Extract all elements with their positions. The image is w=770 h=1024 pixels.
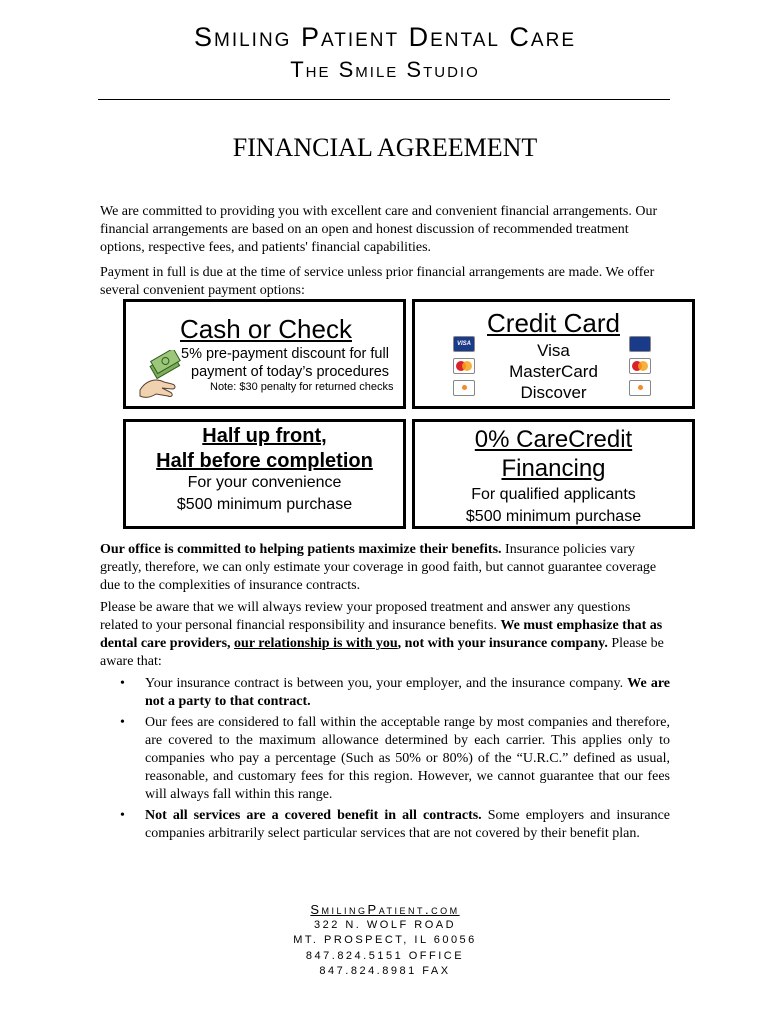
document-title: FINANCIAL AGREEMENT bbox=[232, 133, 538, 162]
benefits-text: Insurance policies vary greatly, therefore, we can only estimate your coverage in good faith, but cannot guarantee coverage due to the complexities of insurance contracts. bbox=[100, 542, 657, 593]
office-phone: 847.824.5151 OFFICE bbox=[305, 949, 465, 962]
cash-note: Note: $30 penalty for returned checks bbox=[210, 381, 394, 393]
discover-logo-icon bbox=[453, 380, 475, 396]
bullet1-text: Your insurance contract is between you, your employer, and the insurance company. bbox=[145, 676, 628, 691]
half-title-line2: Half before completion bbox=[156, 450, 373, 472]
cash-discount-line2: payment of today’s procedures bbox=[191, 364, 390, 380]
address-line2: MT. PROSPECT, IL 60056 bbox=[293, 934, 477, 946]
payment-paragraph: Payment in full is due at the time of service unless prior financial arrangements are made. We offer several convenient payment options: bbox=[100, 265, 655, 298]
list-item: • Your insurance contract is between you, your employer, and the insurance company. We are not a party to that contract. bbox=[120, 676, 670, 709]
practice-name: Smiling Patient Dental Care bbox=[193, 22, 576, 52]
aware-bold-1: We must emphasize that as dental care providers, bbox=[100, 618, 663, 651]
mastercard-logo-icon bbox=[453, 358, 475, 374]
bullet3-text: Some employers and insurance companies arbitrarily select particular services that are not covered by their benefit plan. bbox=[145, 808, 670, 841]
aware-bold-2: , not with your insurance company. bbox=[397, 636, 608, 651]
credit-title: Credit Card bbox=[487, 308, 620, 338]
website-link[interactable]: SmilingPatient.com bbox=[310, 902, 460, 917]
half-title-line1: Half up front, bbox=[202, 425, 327, 447]
practice-subtitle: The Smile Studio bbox=[290, 57, 480, 82]
footer bbox=[0, 902, 770, 980]
insurance-bullet-list bbox=[100, 675, 670, 846]
carecredit-qualified: For qualified applicants bbox=[471, 486, 636, 503]
address-line1: 322 N. WOLF ROAD bbox=[313, 918, 457, 931]
relationship-paragraph bbox=[100, 599, 670, 671]
bullet1-bold: We are not a party to that contract. bbox=[145, 676, 670, 709]
benefits-bold: Our office is committed to helping patients maximize their benefits. bbox=[100, 542, 502, 557]
intro-paragraph: We are committed to providing you with excellent care and convenient financial arrangements. Our financial arrangements are based on an open and honest discussion of recommended treatment options, respective fees, and patients' financial capabilities. bbox=[100, 204, 658, 255]
aware-text: Please be aware that we will always review your proposed treatment and answer any questions related to your personal financial responsibility and insurance benefits. bbox=[100, 600, 631, 633]
list-item: • Our fees are considered to fall within the acceptable range by most companies and therefore, are covered to the maximum allowance determined by each carrier. This applies only to companies who pay a percentage (Such as 50% or 80%) of the “U.R.C.” defined as usual, reasonable, and customary fees for this region. However, we cannot guarantee that our fees will always fall within this range. bbox=[120, 715, 670, 802]
aware-tail: Please be aware that: bbox=[100, 636, 664, 669]
mastercard-logo-icon bbox=[629, 358, 651, 374]
fax-number: 847.824.8981 FAX bbox=[319, 965, 451, 977]
visa-logo-icon: VISA bbox=[453, 336, 475, 352]
card-mastercard-label: MasterCard bbox=[509, 362, 598, 381]
carecredit-option bbox=[412, 419, 695, 529]
bullet2-text: Our fees are considered to fall within the acceptable range by most companies and therefore, are covered to the maximum allowance determined by each carrier. This applies only to companies who pay a percentage (Such as 50% or 80%) of the “U.R.C.” defined as usual, reasonable, and customary fees for this region. However, we cannot guarantee that our fees will always fall within this range. bbox=[145, 715, 670, 802]
header-divider bbox=[98, 99, 670, 100]
card-visa-label: Visa bbox=[537, 341, 570, 360]
cash-title: Cash or Check bbox=[180, 314, 352, 344]
list-item: • Not all services are a covered benefit in all contracts. Some employers and insurance companies arbitrarily select particular services that are not covered by their benefit plan. bbox=[120, 808, 670, 841]
half-convenience: For your convenience bbox=[187, 474, 342, 491]
half-payment-option bbox=[123, 419, 406, 529]
bullet3-bold: Not all services are a covered benefit in all contracts. bbox=[145, 808, 482, 823]
visa-logo-icon bbox=[629, 336, 651, 352]
credit-card-option bbox=[412, 299, 695, 409]
money-hand-icon bbox=[136, 350, 196, 406]
relationship-underline: our relationship is with you bbox=[234, 636, 398, 651]
half-minimum: $500 minimum purchase bbox=[176, 496, 353, 513]
carecredit-minimum: $500 minimum purchase bbox=[465, 508, 642, 525]
card-discover-label: Discover bbox=[520, 383, 587, 402]
discover-logo-icon bbox=[629, 380, 651, 396]
cash-or-check-option bbox=[123, 299, 406, 409]
benefits-paragraph bbox=[100, 541, 670, 595]
cash-discount-line1: 5% pre-payment discount for full bbox=[181, 346, 389, 362]
carecredit-title-line1: 0% CareCredit bbox=[474, 426, 633, 453]
carecredit-title-line2: Financing bbox=[501, 455, 606, 482]
